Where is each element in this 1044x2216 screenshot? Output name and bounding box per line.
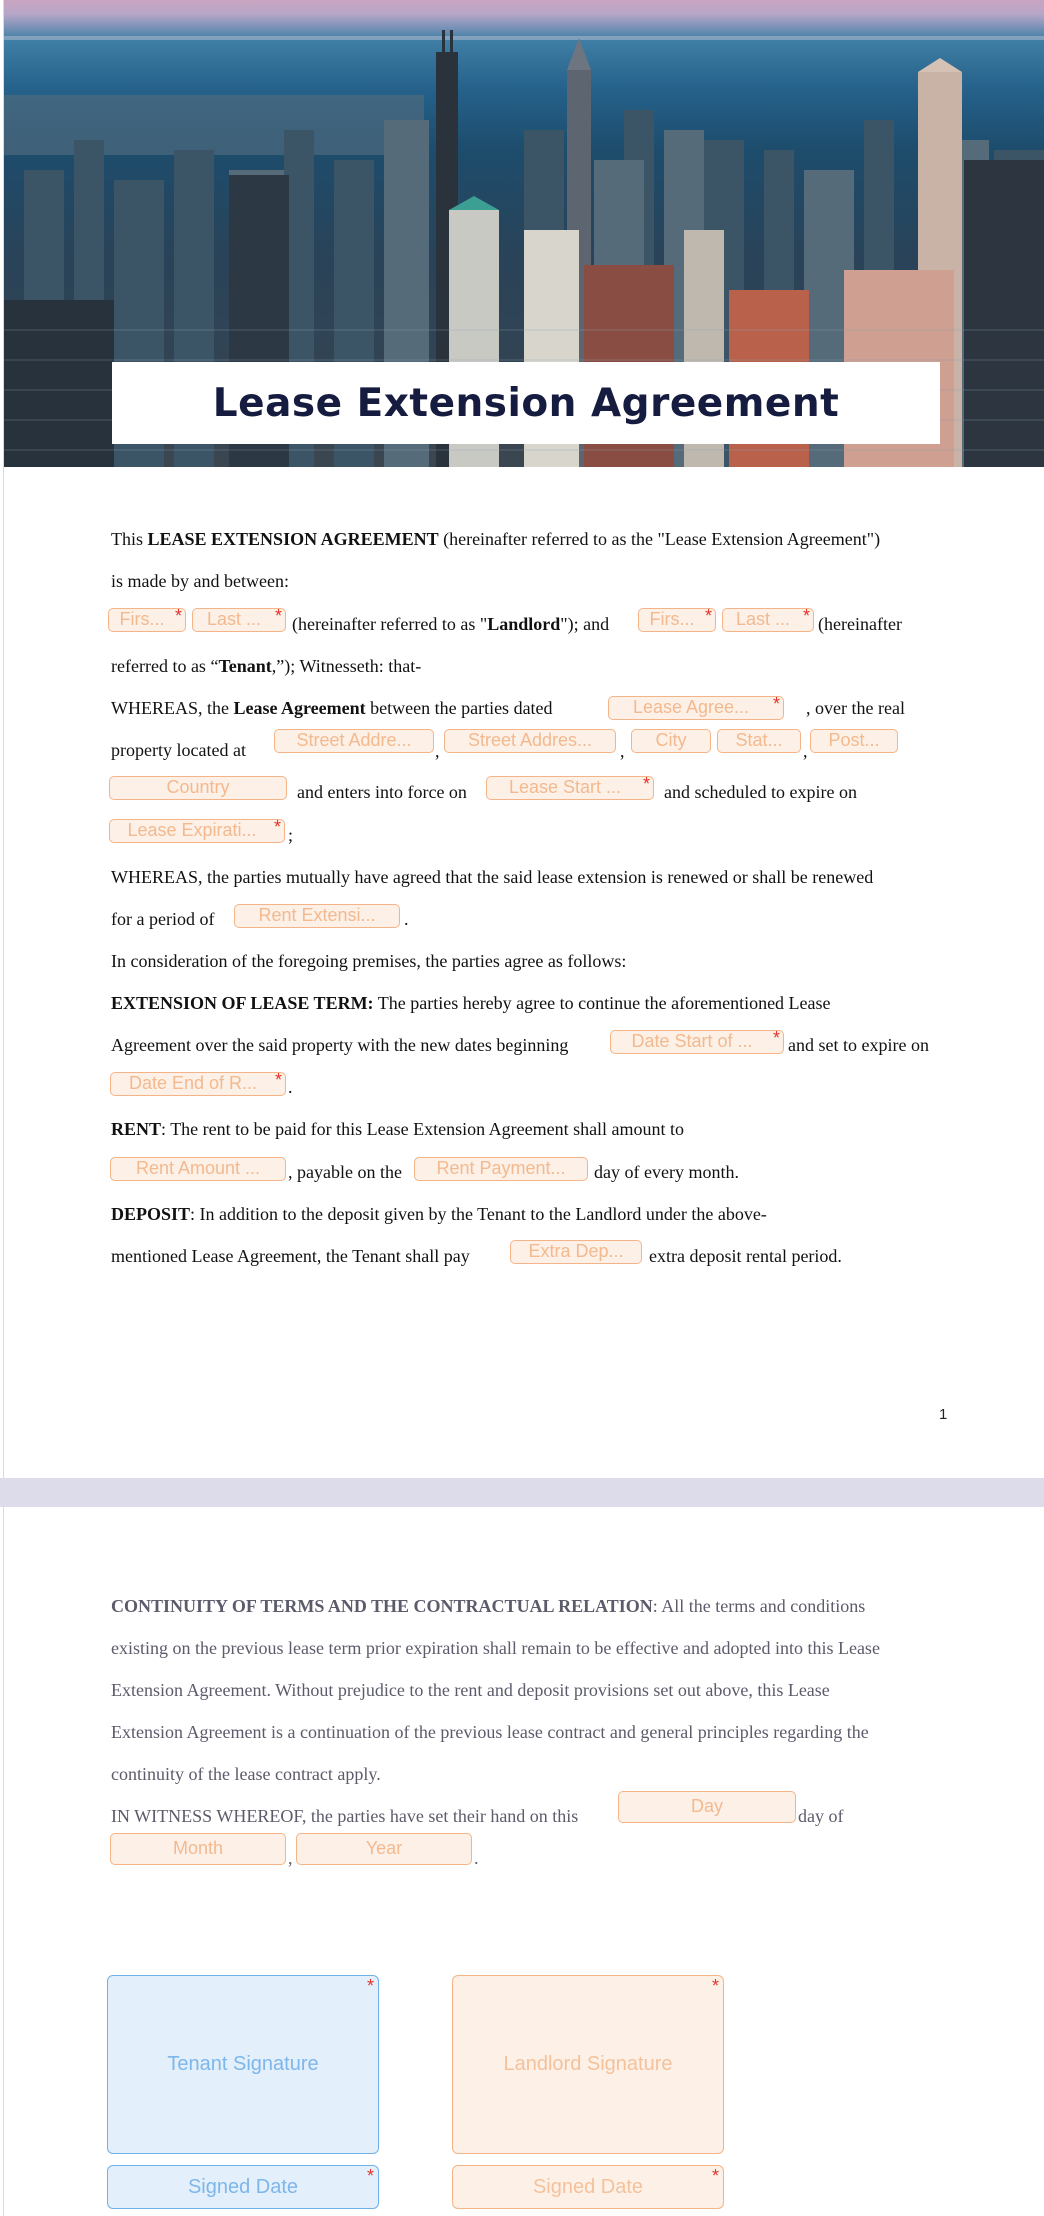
required-marker: * [642, 776, 650, 794]
state-field[interactable]: Stat... [717, 729, 801, 753]
required-marker: * [274, 1072, 282, 1090]
street-address-1-field[interactable]: Street Addre... [274, 729, 434, 753]
landlord-clause: (hereinafter referred to as "Landlord"); and [292, 614, 610, 634]
tenant-signature-box[interactable]: Tenant Signature * [107, 1975, 379, 2154]
rent-payment-clause-end: day of every month. [594, 1162, 739, 1182]
whereas-paragraph-1-end: , over the real [806, 698, 905, 718]
lease-expiration-field[interactable]: Lease Expirati... * [109, 819, 285, 843]
lease-start-field[interactable]: Lease Start ... * [486, 776, 654, 800]
year-field[interactable]: Year [296, 1833, 472, 1865]
page-separator [0, 1478, 1044, 1507]
lease-agreement-date-field[interactable]: Lease Agree... * [608, 696, 784, 720]
whereas-paragraph-1: WHEREAS, the Lease Agreement between the parties dated [111, 698, 553, 718]
required-marker: * [174, 608, 182, 626]
rent-amount-field[interactable]: Rent Amount ... [110, 1157, 286, 1181]
required-marker: * [274, 608, 282, 626]
rent-payment-day-field[interactable]: Rent Payment... [414, 1157, 588, 1181]
required-marker: * [704, 608, 712, 626]
tenant-clause: (hereinafter [818, 614, 902, 634]
property-label: property located at [111, 740, 246, 760]
date-end-field[interactable]: Date End of R... * [110, 1072, 286, 1096]
extension-paragraph-cont: Agreement over the said property with the new dates beginning [111, 1035, 569, 1055]
rent-extension-field[interactable]: Rent Extensi... [234, 904, 400, 928]
date-start-field[interactable]: Date Start of ... * [610, 1030, 784, 1054]
whereas-paragraph-2: WHEREAS, the parties mutually have agreed that the said lease extension is renewed or shall be renewed [111, 867, 874, 887]
tenant-last-name-field[interactable]: Last ... * [722, 608, 814, 632]
required-marker: * [711, 1976, 719, 1996]
tenant-clause-cont: referred to as “Tenant,”); Witnesseth: that- [111, 656, 422, 676]
required-marker: * [772, 696, 780, 714]
witness-day-of: day of [798, 1806, 844, 1826]
consideration-paragraph: In consideration of the foregoing premises, the parties agree as follows: [111, 951, 627, 971]
extension-paragraph: EXTENSION OF LEASE TERM: The parties hereby agree to continue the aforementioned Lease [111, 993, 831, 1013]
continuity-line-2: existing on the previous lease term prior expiration shall remain to be effective and adopted into this Lease [111, 1638, 880, 1658]
required-marker: * [772, 1030, 780, 1048]
rent-paragraph: RENT: The rent to be paid for this Lease Extension Agreement shall amount to [111, 1119, 685, 1139]
extension-expire-clause: and set to expire on [788, 1035, 929, 1055]
intro-paragraph: This LEASE EXTENSION AGREEMENT (hereinafter referred to as the "Lease Extension Agreement") [111, 529, 881, 549]
country-field[interactable]: Country [109, 776, 287, 800]
day-field[interactable]: Day [618, 1791, 796, 1823]
enters-clause: and enters into force on [297, 782, 467, 802]
continuity-line-5: continuity of the lease contract apply. [111, 1764, 381, 1784]
month-field[interactable]: Month [110, 1833, 286, 1865]
expire-clause: and scheduled to expire on [664, 782, 857, 802]
deposit-paragraph: DEPOSIT: In addition to the deposit given by the Tenant to the Landlord under the above- [111, 1204, 767, 1224]
continuity-paragraph: CONTINUITY OF TERMS AND THE CONTRACTUAL RELATION: All the terms and conditions [111, 1596, 866, 1616]
tenant-first-name-field[interactable]: Firs... * [638, 608, 716, 632]
deposit-clause-end: extra deposit rental period. [649, 1246, 842, 1266]
tenant-signed-date-field[interactable]: Signed Date * [107, 2165, 379, 2209]
city-skyline-banner [4, 0, 1044, 467]
intro-paragraph-cont: is made by and between: [111, 571, 289, 591]
continuity-line-3: Extension Agreement. Without prejudice to the rent and deposit provisions set out above, this Lease [111, 1680, 830, 1700]
street-address-2-field[interactable]: Street Addres... [444, 729, 616, 753]
rent-payment-clause: , payable on the [288, 1162, 402, 1182]
document-page-2: CONTINUITY OF TERMS AND THE CONTRACTUAL RELATION: All the terms and conditions existing on the previous lease term prior expiration shall remain to be effective and adopted into this Lease Extension Agreement. Without prejudice to the rent and deposit provisions set out above, this Lease Extension Agreement is a continuation of the previous lease contract and general principles regarding the continuity of the lease contract apply. IN WITNESS WHEREOF, the parties have set their hand on this Day day of Month , Year . Tenant Signature * Landlord Signature * Signed Date * Signed Date * [3, 1507, 1043, 2216]
required-marker: * [366, 1976, 374, 1996]
landlord-first-name-field[interactable]: Firs... * [108, 608, 186, 632]
required-marker: * [366, 2166, 374, 2186]
required-marker: * [802, 608, 810, 626]
postal-code-field[interactable]: Post... [810, 729, 898, 753]
required-marker: * [273, 819, 281, 837]
witness-paragraph: IN WITNESS WHEREOF, the parties have set their hand on this [111, 1806, 579, 1826]
document-page-1: Lease Extension Agreement This LEASE EXTENSION AGREEMENT (hereinafter referred to as the "Lease Extension Agreement") is made by and between: Firs... * Last ... * (hereinafter referred to as "Landlord"); and Firs... * Last ... * (hereinafter referred to as “Tenant,”); Witnesseth: that- WHEREAS, the Lease Agreement between the parties dated Lease Agree... * , over the real property located at Street Addre... , Street Addres... , City Stat... , Post... Country and enters into force on Lease Start ... * and scheduled to expire on Lease Expirati... * ; WHEREAS, the parties mutually have agreed that the said lease extension is renewed or shall be renewed for a period of Rent Extensi... . In consideration of the foregoing premises, the parties agree as follows: EXTENSION OF LEASE TERM: The parties hereby agree to continue the aforementioned Lease Agreement over the said property with the new dates beginning Date Start of ... * and set to expire on Date End of R... * . RENT: The rent to be paid for this Lease Extension Agreement shall amount to Rent Amount ... , payable on the Rent Payment... day of every month. DEPOSIT: In addition to the deposit given by the Tenant to the Landlord under the above- mentioned Lease Agreement, the Tenant shall pay Extra Dep... extra deposit rental period. 1 [3, 0, 1043, 1478]
city-field[interactable]: City [631, 729, 711, 753]
continuity-line-4: Extension Agreement is a continuation of the previous lease contract and general principles regarding the [111, 1722, 869, 1742]
required-marker: * [711, 2166, 719, 2186]
landlord-signature-box[interactable]: Landlord Signature * [452, 1975, 724, 2154]
page-number: 1 [939, 1406, 948, 1423]
extra-deposit-field[interactable]: Extra Dep... [510, 1240, 642, 1264]
landlord-last-name-field[interactable]: Last ... * [192, 608, 286, 632]
deposit-paragraph-cont: mentioned Lease Agreement, the Tenant shall pay [111, 1246, 470, 1266]
period-label: for a period of [111, 909, 215, 929]
title-banner [112, 362, 940, 444]
document-title: Lease Extension Agreement [212, 380, 840, 426]
landlord-signed-date-field[interactable]: Signed Date * [452, 2165, 724, 2209]
